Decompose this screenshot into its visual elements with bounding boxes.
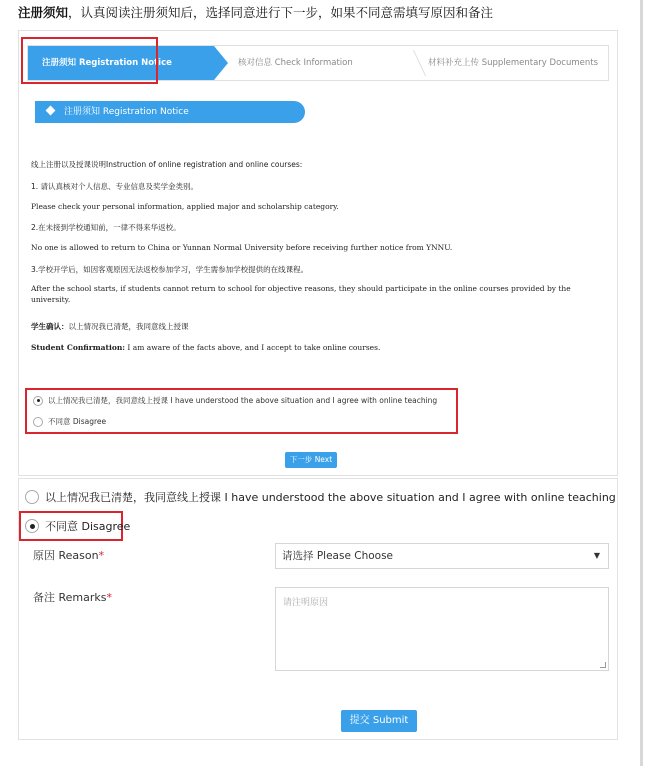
step-arrow [214,46,228,80]
option-agree-label: 以上情况我已清楚，我同意线上授课 I have understood the above situation and I agree with online teaching [48,396,438,405]
reason-select[interactable] [275,543,609,569]
intro-instruction [18,4,638,22]
confirm-en-label: Student Confirmation: [31,343,126,352]
option-disagree[interactable] [33,416,106,427]
section-title [35,101,305,123]
option-agree[interactable] [33,395,437,406]
remarks-required-mark: * [106,591,112,604]
resize-handle-icon[interactable] [600,662,606,668]
page-scrollbar[interactable] [640,0,643,766]
next-button[interactable]: 下一步 Next [285,452,337,468]
option-disagree-2-label: 不同意 Disagree [45,520,131,533]
caret-down-icon: ▼ [593,551,600,560]
notice-item2-cn: 2.在未接到学校通知前，一律不得来华返校。 [31,223,181,232]
intro-bold: 注册须知 [18,5,69,20]
radio-agree-2[interactable] [25,490,39,504]
disagree-form-panel [18,478,618,740]
reason-label [33,547,104,563]
diamond-icon [46,106,56,116]
option-agree-2-label: 以上情况我已清楚，我同意线上授课 I have understood the above situation and I agree with online teaching [45,491,616,504]
radio-disagree-2[interactable] [25,519,39,533]
student-confirmation-en [31,342,606,353]
step-check-information[interactable]: 核对信息 Check Information [238,58,353,68]
option-disagree-2[interactable] [25,518,130,534]
confirm-cn-text: 以上情况我已清楚，我同意线上授课 [68,322,189,331]
section-title-text: 注册须知 Registration Notice [64,107,189,117]
confirm-cn-label: 学生确认： [31,322,69,331]
radio-agree[interactable] [33,396,43,406]
notice-item3-cn: 3.学校开学后，如因客观原因无法返校参加学习，学生需参加学校提供的在线课程。 [31,265,309,274]
notice-item2-en: No one is allowed to return to China or Yunnan Normal University before receiving further notice from YNNU. [31,243,453,252]
reason-required-mark: * [98,549,105,562]
notice-heading: 线上注册以及授课说明Instruction of online registration and online courses: [31,160,303,169]
student-confirmation-cn [31,321,606,332]
remarks-label [33,589,112,605]
remarks-textarea[interactable] [275,587,609,671]
step-supplementary-documents[interactable]: 材料补充上传 Supplementary Documents [428,58,598,68]
registration-notice-panel [18,30,618,476]
current-step-highlight [21,37,158,84]
option-disagree-label: 不同意 Disagree [48,417,107,426]
step-registration-notice[interactable]: 注册须知 Registration Notice [28,46,214,80]
reason-label-text: 原因 Reason [33,549,99,562]
option-agree-2[interactable] [25,489,616,505]
intro-text: ，认真阅读注册须知后，选择同意进行下一步，如果不同意需填写原因和备注 [68,5,494,20]
remarks-placeholder: 请注明原因 [283,598,329,608]
reason-select-value: 请选择 Please Choose [282,550,394,562]
submit-button[interactable]: 提交 Submit [341,710,417,732]
notice-item3-en: After the school starts, if students cannot return to school for objective reasons, they should participate in the online courses provided by the university. [31,284,571,304]
confirm-en-text: I am aware of the facts above, and I accept to take online courses. [125,343,381,352]
remarks-label-text: 备注 Remarks [33,591,107,604]
radio-disagree[interactable] [33,417,43,427]
notice-item1-en: Please check your personal information, applied major and scholarship category. [31,202,339,211]
notice-item1-cn: 1. 请认真核对个人信息、专业信息及奖学金类别。 [31,182,199,191]
